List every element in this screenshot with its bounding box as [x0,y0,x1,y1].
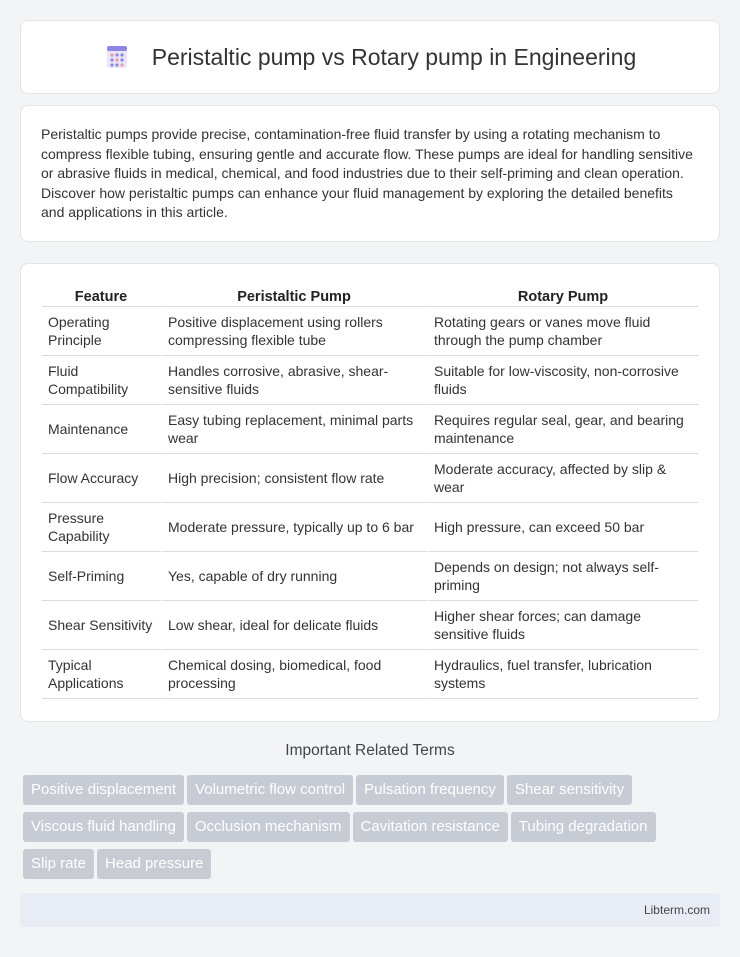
feature-cell: Flow Accuracy [42,454,162,503]
related-term-tag[interactable]: Volumetric flow control [187,775,353,805]
related-term-tag[interactable]: Shear sensitivity [507,775,632,805]
related-term-tag[interactable]: Pulsation frequency [356,775,504,805]
related-term-tag[interactable]: Head pressure [97,849,211,879]
related-term-tag[interactable]: Tubing degradation [511,812,656,842]
rotary-cell: High pressure, can exceed 50 bar [428,503,698,552]
intro-paragraph: Peristaltic pumps provide precise, contamination-free fluid transfer by using a rotating mechanism to compress flexible tubing, ensuring gentle and accurate flow. These pumps are ideal for handling sensitive or abrasive fluids in medical, chemical, and food industries due to their self-priming and clean operation. Discover how peristaltic pumps can enhance your fluid management by exploring the detailed benefits and applications in this article. [41,126,693,221]
feature-cell: Fluid Compatibility [42,356,162,405]
peristaltic-cell: Yes, capable of dry running [162,552,428,601]
peristaltic-cell: Positive displacement using rollers compressing flexible tube [162,307,428,356]
rotary-cell: Rotating gears or vanes move fluid through the pump chamber [428,307,698,356]
table-row [42,650,698,699]
table-header-row [42,285,698,307]
table-row [42,552,698,601]
feature-cell: Shear Sensitivity [42,601,162,650]
document-list-icon [104,44,130,70]
related-term-tag[interactable]: Viscous fluid handling [23,812,184,842]
related-term-tag[interactable]: Positive displacement [23,775,184,805]
feature-cell: Operating Principle [42,307,162,356]
peristaltic-cell: Chemical dosing, biomedical, food processing [162,650,428,699]
rotary-cell: Depends on design; not always self-priming [428,552,698,601]
feature-cell: Typical Applications [42,650,162,699]
peristaltic-cell: Moderate pressure, typically up to 6 bar [162,503,428,552]
table-row [42,356,698,405]
intro-card [20,105,720,242]
rotary-cell: Requires regular seal, gear, and bearing maintenance [428,405,698,454]
table-row [42,405,698,454]
feature-cell: Maintenance [42,405,162,454]
related-term-tag[interactable]: Slip rate [23,849,94,879]
title-card [20,20,720,94]
comparison-card [20,263,720,722]
header-peristaltic: Peristaltic Pump [162,285,428,307]
table-row [42,454,698,503]
peristaltic-cell: Low shear, ideal for delicate fluids [162,601,428,650]
peristaltic-cell: Easy tubing replacement, minimal parts wear [162,405,428,454]
rotary-cell: Suitable for low-viscosity, non-corrosive fluids [428,356,698,405]
rotary-cell: Moderate accuracy, affected by slip & wear [428,454,698,503]
feature-cell: Self-Priming [42,552,162,601]
footer-site-link[interactable]: Libterm.com [643,903,710,917]
header-feature: Feature [42,285,162,307]
peristaltic-cell: High precision; consistent flow rate [162,454,428,503]
related-terms-title: Important Related Terms [285,742,455,759]
related-term-tag[interactable]: Cavitation resistance [353,812,508,842]
table-row [42,503,698,552]
table-row [42,307,698,356]
page-title: Peristaltic pump vs Rotary pump in Engineering [151,43,637,70]
header-rotary: Rotary Pump [428,285,698,307]
peristaltic-cell: Handles corrosive, abrasive, shear-sensitive fluids [162,356,428,405]
related-terms-list [23,775,723,886]
rotary-cell: Hydraulics, fuel transfer, lubrication systems [428,650,698,699]
comparison-table [42,285,698,699]
table-row [42,601,698,650]
feature-cell: Pressure Capability [42,503,162,552]
related-term-tag[interactable]: Occlusion mechanism [187,812,350,842]
footer [20,893,720,927]
rotary-cell: Higher shear forces; can damage sensitive fluids [428,601,698,650]
